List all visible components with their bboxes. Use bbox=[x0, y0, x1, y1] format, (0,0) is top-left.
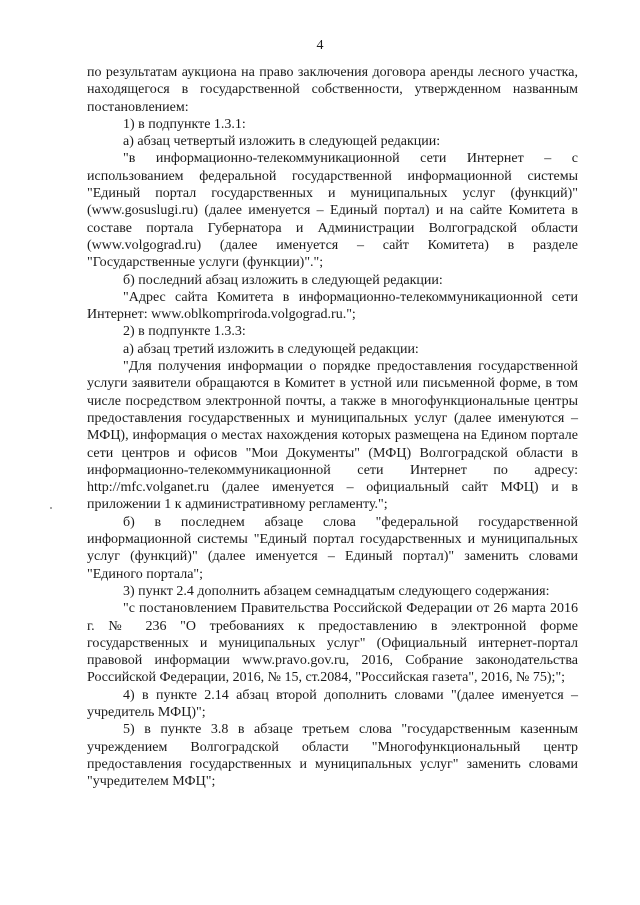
paragraph: 4) в пункте 2.14 абзац второй дополнить словами "(далее именуется – учредитель МФЦ)"; bbox=[87, 687, 578, 720]
paragraph: "с постановлением Правительства Российской Федерации от 26 марта 2016 г. № 236 "О требованиях к предоставлению в электронной форме государственных и муниципальных услуг" (Официальный интернет-портал правовой информации www.pravo.gov.ru, 2016, Собрание законодательства Российской Федерации, 2016, № 15, ст.2084, "Российская газета", 2016, № 75);"; bbox=[87, 601, 578, 686]
paragraph: "Для получения информации о порядке предоставления государственной услуги заявители обращаются в Комитет в устной или письменной форме, в том числе посредством электронной почты, а также в многофункциональные центры предоставления государственных и муниципальных услуг (далее именуются – МФЦ), информация о местах нахождения которых размещена на Едином портале сети центров и офисов "Мои Документы" (МФЦ) Волгоградской области в информационно-телекоммуникационной сети Интернет по адресу: http://mfc.volganet.ru (далее именуется – официальный сайт МФЦ) и в приложении 1 к административному регламенту."; bbox=[87, 359, 578, 513]
paragraph: по результатам аукциона на право заключения договора аренды лесного участка, находящегося в государственной собственности, утвержденном названным постановлением: bbox=[87, 65, 578, 115]
page-number: 4 bbox=[316, 38, 324, 53]
paragraph: "в информационно-телекоммуникационной сети Интернет – с использованием федеральной государственной информационной системы "Единый портал государственных и муниципальных услуг (функций)" (www.gosuslugi.ru) (далее именуется – Единый портал) и на сайте Комитета в составе портала Губернатора и Администрации Волгоградской области (www.volgograd.ru) (далее именуется – сайт Комитета) в разделе "Государственные услуги (функции)"."; bbox=[87, 151, 578, 271]
paragraph: а) абзац третий изложить в следующей редакции: bbox=[123, 341, 419, 357]
paragraph: б) последний абзац изложить в следующей редакции: bbox=[123, 272, 443, 288]
paragraph: а) абзац четвертый изложить в следующей редакции: bbox=[123, 134, 441, 150]
document-body bbox=[87, 64, 578, 790]
scan-speck bbox=[50, 507, 52, 509]
paragraph: 3) пункт 2.4 дополнить абзацем семнадцатым следующего содержания: bbox=[123, 583, 550, 599]
paragraph: "Адрес сайта Комитета в информационно-телекоммуникационной сети Интернет: www.oblkompriroda.volgograd.ru."; bbox=[87, 289, 578, 323]
paragraph: б) в последнем абзаце слова "федеральной государственной информационной системы "Единый портал государственных и муниципальных услуг (функций)" (далее именуется – Единый портал)" заменить словами "Единого портала"; bbox=[87, 514, 578, 582]
paragraph: 1) в подпункте 1.3.1: bbox=[123, 116, 246, 132]
paragraph: 2) в подпункте 1.3.3: bbox=[123, 324, 246, 340]
paragraph: 5) в пункте 3.8 в абзаце третьем слова "государственным казенным учреждением Волгоградской области "Многофункциональный центр предоставления государственных и муниципальных услуг" заменить словами "учредителем МФЦ"; bbox=[87, 722, 578, 790]
